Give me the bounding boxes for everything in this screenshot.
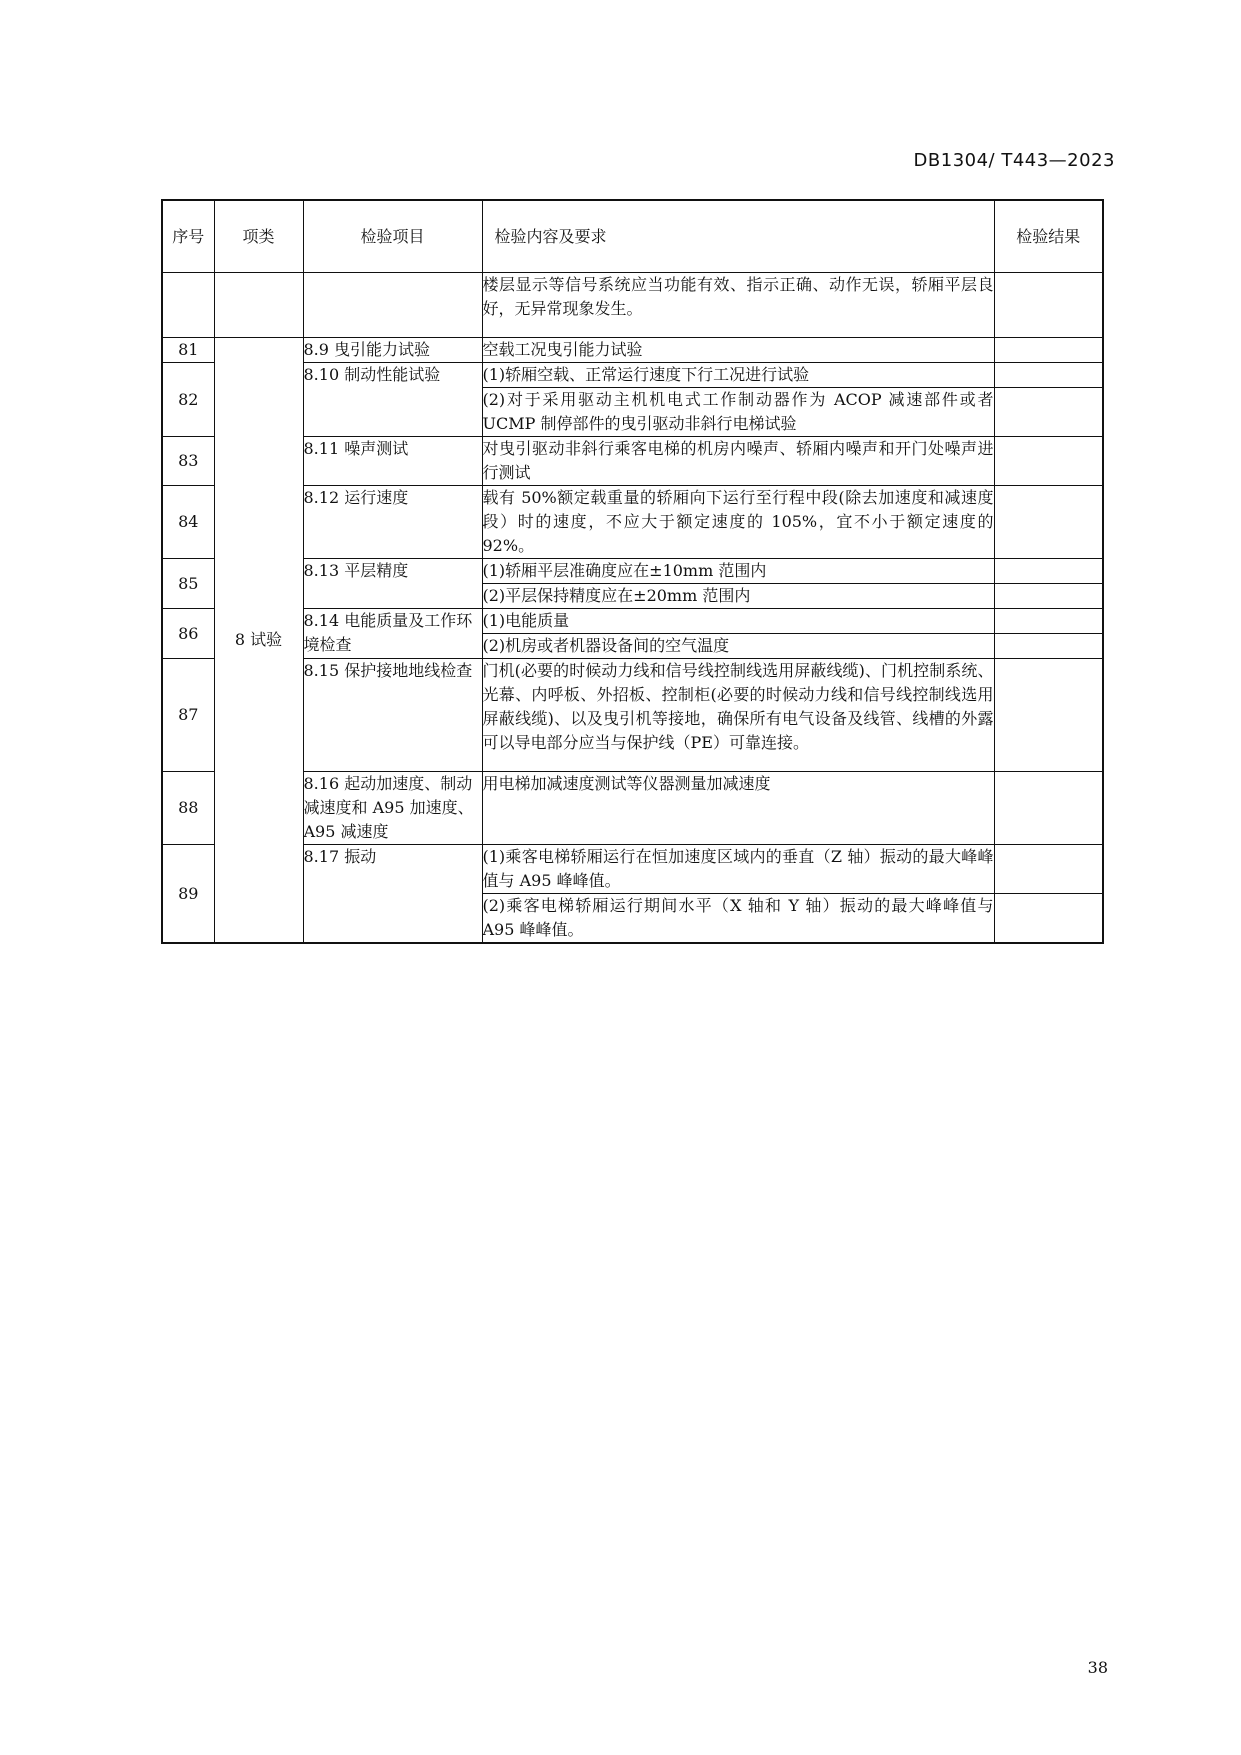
cell-requirement: 载有 50%额定载重量的轿厢向下运行至行程中段(除去加速度和减速度段）时的速度，不应大于额定速度的 105%，宜不小于额定速度的 92%。 <box>482 486 994 559</box>
cell-result <box>994 845 1103 894</box>
column-header-item: 检验项目 <box>303 200 482 273</box>
cell-requirement: (2)机房或者机器设备间的空气温度 <box>482 634 994 659</box>
cell-requirement: (2)对于采用驱动主机机电式工作制动器作为 ACOP 减速部件或者 UCMP 制停部件的曳引驱动非斜行电梯试验 <box>482 388 994 437</box>
cell-result <box>994 486 1103 559</box>
cell-category-empty <box>214 273 303 338</box>
cell-requirement: 用电梯加减速度测试等仪器测量加减速度 <box>482 772 994 845</box>
cell-no-empty <box>162 273 214 338</box>
table-row <box>162 437 1103 486</box>
cell-requirement: (1)轿厢平层准确度应在±10mm 范围内 <box>482 559 994 584</box>
cell-no: 88 <box>162 772 214 845</box>
table-row <box>162 486 1103 559</box>
cell-item: 8.12 运行速度 <box>303 486 482 559</box>
table-row <box>162 772 1103 845</box>
cell-result <box>994 584 1103 609</box>
cell-no: 87 <box>162 659 214 772</box>
cell-requirement: (2)平层保持精度应在±20mm 范围内 <box>482 584 994 609</box>
cell-no: 81 <box>162 338 214 363</box>
cell-no: 82 <box>162 363 214 437</box>
column-header-requirement: 检验内容及要求 <box>482 200 994 273</box>
table-row-continued <box>162 273 1103 338</box>
column-header-result: 检验结果 <box>994 200 1103 273</box>
cell-requirement: (1)轿厢空载、正常运行速度下行工况进行试验 <box>482 363 994 388</box>
cell-no: 89 <box>162 845 214 944</box>
cell-result <box>994 437 1103 486</box>
table-body <box>162 273 1103 944</box>
cell-result <box>994 772 1103 845</box>
column-header-category: 项类 <box>214 200 303 273</box>
table-row <box>162 559 1103 584</box>
cell-item: 8.10 制动性能试验 <box>303 363 482 437</box>
cell-category: 8 试验 <box>214 338 303 944</box>
cell-requirement: 空载工况曳引能力试验 <box>482 338 994 363</box>
cell-requirement: (1)电能质量 <box>482 609 994 634</box>
page-number: 38 <box>1087 1658 1108 1677</box>
cell-no: 86 <box>162 609 214 659</box>
cell-item: 8.11 噪声测试 <box>303 437 482 486</box>
table-header-row <box>162 200 1103 273</box>
table-row <box>162 338 1103 363</box>
cell-item: 8.17 振动 <box>303 845 482 944</box>
cell-result <box>994 659 1103 772</box>
table-row <box>162 659 1103 772</box>
cell-item: 8.9 曳引能力试验 <box>303 338 482 363</box>
cell-item: 8.13 平层精度 <box>303 559 482 609</box>
cell-result <box>994 894 1103 944</box>
table-row <box>162 363 1103 388</box>
cell-no: 83 <box>162 437 214 486</box>
cell-result <box>994 559 1103 584</box>
column-header-no: 序号 <box>162 200 214 273</box>
cell-requirement-continued: 楼层显示等信号系统应当功能有效、指示正确、动作无误，轿厢平层良好，无异常现象发生。 <box>482 273 994 338</box>
cell-item: 8.16 起动加速度、制动减速度和 A95 加速度、A95 减速度 <box>303 772 482 845</box>
cell-item-empty <box>303 273 482 338</box>
cell-item: 8.14 电能质量及工作环境检查 <box>303 609 482 659</box>
cell-result <box>994 363 1103 388</box>
cell-result <box>994 338 1103 363</box>
cell-item: 8.15 保护接地地线检查 <box>303 659 482 772</box>
inspection-table <box>161 199 1104 944</box>
cell-result <box>994 609 1103 634</box>
standard-code: DB1304/ T443—2023 <box>913 150 1115 171</box>
cell-result <box>994 634 1103 659</box>
table-row <box>162 609 1103 634</box>
cell-requirement: 门机(必要的时候动力线和信号线控制线选用屏蔽线缆)、门机控制系统、光幕、内呼板、外招板、控制柜(必要的时候动力线和信号线控制线选用屏蔽线缆)、以及曳引机等接地，确保所有电气设备及线管、线槽的外露可以导电部分应当与保护线（PE）可靠连接。 <box>482 659 994 772</box>
cell-requirement: 对曳引驱动非斜行乘客电梯的机房内噪声、轿厢内噪声和开门处噪声进行测试 <box>482 437 994 486</box>
table-row <box>162 845 1103 894</box>
cell-no: 85 <box>162 559 214 609</box>
cell-requirement: (1)乘客电梯轿厢运行在恒加速度区域内的垂直（Z 轴）振动的最大峰峰值与 A95 峰峰值。 <box>482 845 994 894</box>
cell-requirement: (2)乘客电梯轿厢运行期间水平（X 轴和 Y 轴）振动的最大峰峰值与 A95 峰峰值。 <box>482 894 994 944</box>
cell-result <box>994 388 1103 437</box>
cell-no: 84 <box>162 486 214 559</box>
cell-result <box>994 273 1103 338</box>
